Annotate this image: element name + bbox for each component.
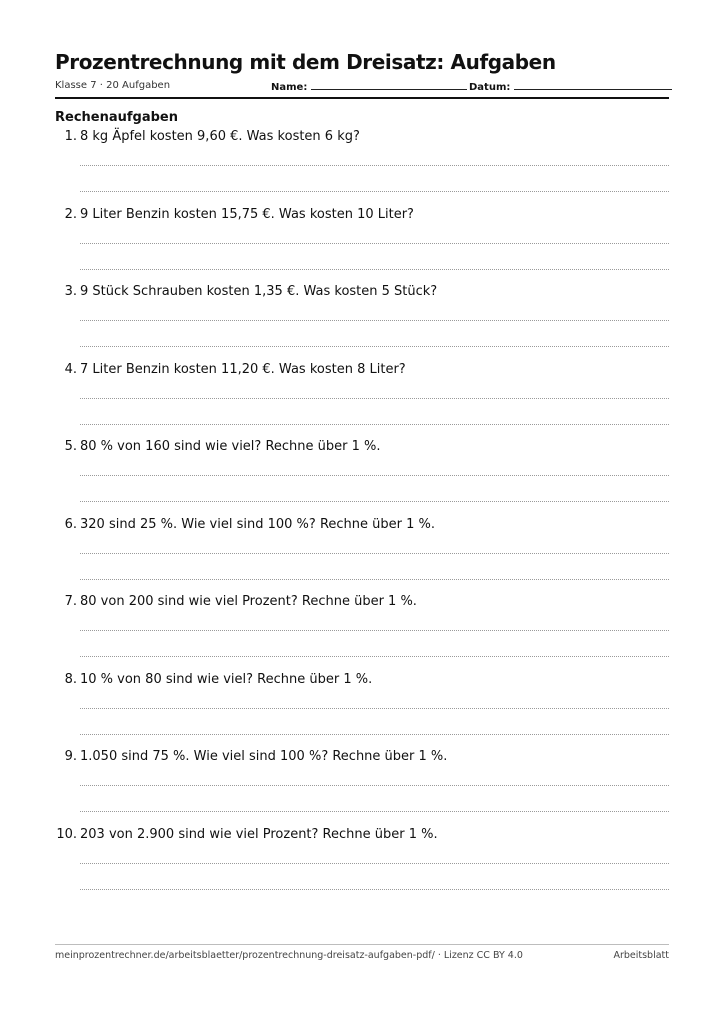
task-number: 9. <box>64 749 77 764</box>
task-text: 1.050 sind 75 %. Wie viel sind 100 %? Rechne über 1 %. <box>80 749 448 764</box>
task-text: 7 Liter Benzin kosten 11,20 €. Was kosten 8 Liter? <box>80 361 406 377</box>
task-text: 9 Stück Schrauben kosten 1,35 €. Was kosten 5 Stück? <box>80 284 438 299</box>
task-list <box>55 127 669 902</box>
answer-line <box>80 346 669 347</box>
task-number: 7. <box>64 594 77 609</box>
task-question <box>55 592 417 612</box>
answer-line <box>80 863 669 864</box>
task-item <box>55 592 669 670</box>
task-question <box>55 127 360 147</box>
task-number: 4. <box>64 361 77 377</box>
answer-line <box>80 734 669 735</box>
answer-line <box>80 475 669 476</box>
answer-line <box>80 165 669 166</box>
task-number: 10. <box>56 826 77 842</box>
section-title: Rechenaufgaben <box>55 110 178 125</box>
task-question <box>55 282 437 302</box>
answer-line <box>80 398 669 399</box>
name-field <box>271 78 467 96</box>
page-title: Prozentrechnung mit dem Dreisatz: Aufgaben <box>55 50 556 74</box>
task-question <box>55 360 406 380</box>
task-item <box>55 282 669 360</box>
date-label: Datum: <box>469 82 511 93</box>
footer-source: meinprozentrechner.de/arbeitsblaetter/prozentrechnung-dreisatz-aufgaben-pdf/ · Lizenz CC BY 4.0 <box>55 950 523 961</box>
task-question <box>55 437 381 457</box>
task-item <box>55 437 669 515</box>
name-line <box>311 78 467 90</box>
task-item <box>55 205 669 283</box>
worksheet-page <box>55 50 669 902</box>
answer-line <box>80 630 669 631</box>
task-question <box>55 747 447 767</box>
task-text: 203 von 2.900 sind wie viel Prozent? Rechne über 1 %. <box>80 826 438 842</box>
footer-rule <box>55 944 669 945</box>
answer-line <box>80 243 669 244</box>
task-item <box>55 360 669 438</box>
task-question <box>55 205 414 225</box>
answer-line <box>80 656 669 657</box>
task-text: 9 Liter Benzin kosten 15,75 €. Was kosten 10 Liter? <box>80 206 414 222</box>
answer-line <box>80 579 669 580</box>
task-text: 8 kg Äpfel kosten 9,60 €. Was kosten 6 kg? <box>80 129 360 144</box>
task-number: 2. <box>64 206 77 222</box>
answer-line <box>80 191 669 192</box>
task-item <box>55 515 669 593</box>
answer-line <box>80 785 669 786</box>
task-question <box>55 825 438 845</box>
task-number: 6. <box>64 516 77 532</box>
task-item <box>55 670 669 748</box>
answer-line <box>80 708 669 709</box>
header-rule <box>55 97 669 99</box>
task-item <box>55 747 669 825</box>
footer-label: Arbeitsblatt <box>613 950 669 961</box>
date-line <box>514 78 672 90</box>
task-number: 3. <box>64 284 77 299</box>
answer-line <box>80 553 669 554</box>
date-field <box>469 78 672 96</box>
task-number: 8. <box>64 671 77 687</box>
task-text: 80 % von 160 sind wie viel? Rechne über 1 %. <box>80 439 381 454</box>
name-label: Name: <box>271 82 308 93</box>
task-item <box>55 825 669 903</box>
task-number: 1. <box>64 129 77 144</box>
task-item <box>55 127 669 205</box>
task-text: 10 % von 80 sind wie viel? Rechne über 1 %. <box>80 671 373 687</box>
meta-row <box>55 78 669 94</box>
answer-line <box>80 501 669 502</box>
answer-line <box>80 424 669 425</box>
task-text: 320 sind 25 %. Wie viel sind 100 %? Rechne über 1 %. <box>80 516 435 532</box>
task-text: 80 von 200 sind wie viel Prozent? Rechne über 1 %. <box>80 594 417 609</box>
task-question <box>55 670 372 690</box>
task-number: 5. <box>64 439 77 454</box>
class-info: Klasse 7 · 20 Aufgaben <box>55 80 171 91</box>
task-question <box>55 515 435 535</box>
answer-line <box>80 889 669 890</box>
answer-line <box>80 320 669 321</box>
answer-line <box>80 811 669 812</box>
answer-line <box>80 269 669 270</box>
